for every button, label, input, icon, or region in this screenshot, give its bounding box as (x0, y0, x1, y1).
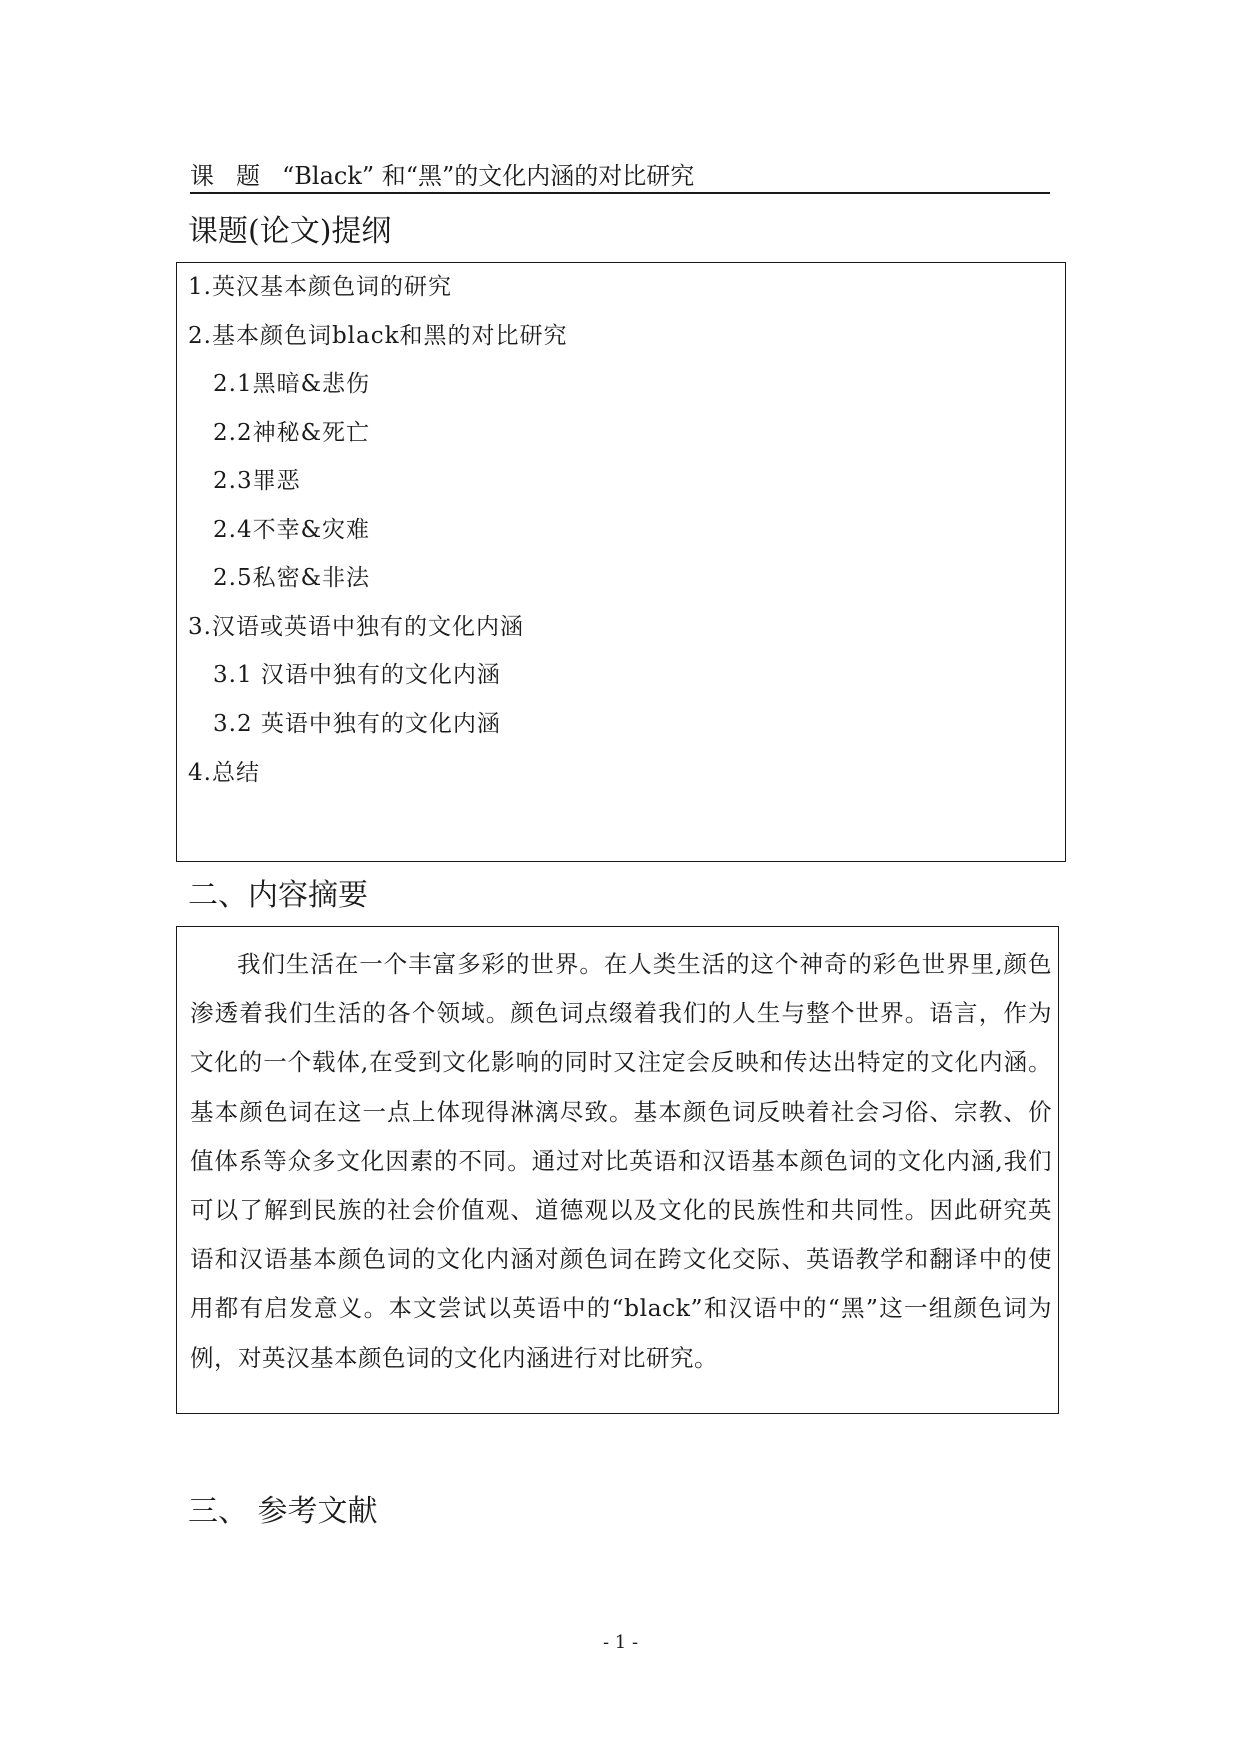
outline-item: 2.3罪恶 (213, 468, 301, 494)
outline-item: 2.4不幸&灾难 (213, 517, 371, 543)
outline-item: 3.1 汉语中独有的文化内涵 (213, 662, 501, 688)
outline-item: 3.2 英语中独有的文化内涵 (213, 711, 501, 737)
topic-line (190, 160, 1050, 194)
outline-box (176, 262, 1066, 862)
summary-text: 我们生活在一个丰富多彩的世界。在人类生活的这个神奇的彩色世界里,颜色渗透着我们生活的各个领域。颜色词点缀着我们的人生与整个世界。语言，作为文化的一个载体,在受到文化影响的同时又注定会反映和传达出特定的文化内涵。基本颜色词在这一点上体现得淋漓尽致。基本颜色词反映着社会习俗、宗教、价值体系等众多文化因素的不同。通过对比英语和汉语基本颜色词的文化内涵,我们可以了解到民族的社会价值观、道德观以及文化的民族性和共同性。因此研究英语和汉语基本颜色词的文化内涵对颜色词在跨文化交际、英语教学和翻译中的使用都有启发意义。本文尝试以英语中的“black”和汉语中的“黑”这一组颜色词为例，对英汉基本颜色词的文化内涵进行对比研究。 (190, 950, 1052, 1372)
outline-item: 3.汉语或英语中独有的文化内涵 (188, 614, 524, 640)
outline-item: 2.5私密&非法 (213, 565, 371, 591)
outline-item: 4.总结 (188, 760, 260, 786)
page-number: - 1 - (602, 1632, 639, 1653)
outline-item: 1.英汉基本颜色词的研究 (188, 274, 452, 300)
outline-item: 2.2神秘&死亡 (213, 420, 371, 446)
topic-label: 课题 (190, 162, 282, 190)
references-heading: 三、 参考文献 (188, 1494, 378, 1529)
outline-item: 2.1黑暗&悲伤 (213, 371, 371, 397)
outline-item: 2.基本颜色词black和黑的对比研究 (188, 323, 568, 349)
summary-heading: 二、内容摘要 (188, 878, 368, 913)
outline-heading: 课题(论文)提纲 (188, 214, 392, 249)
topic-title: “Black” 和“黑”的文化内涵的对比研究 (282, 162, 695, 190)
